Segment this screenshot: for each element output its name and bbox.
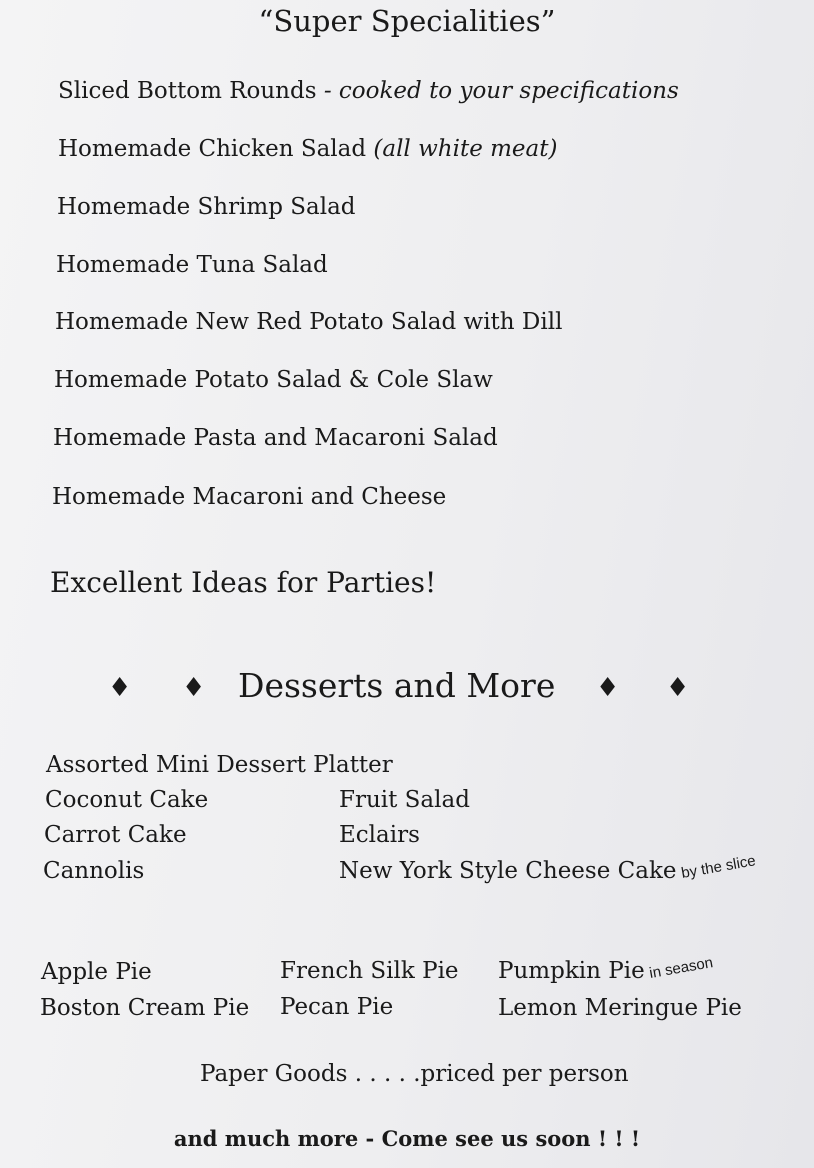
speciality-name: Homemade Potato Salad & Cole Slaw (54, 367, 493, 393)
pie-item: Lemon Meringue Pie (498, 995, 742, 1021)
pumpkin-note: in season (647, 954, 714, 982)
speciality-name: Homemade Tuna Salad (56, 252, 328, 278)
dessert-item (339, 852, 758, 884)
parties-line: Excellent Ideas for Parties! (50, 566, 437, 599)
speciality-name: Homemade Chicken Salad (58, 136, 367, 162)
dessert-platter: Assorted Mini Dessert Platter (46, 752, 393, 778)
diamond-icon: ♦ (182, 673, 206, 703)
speciality-item (55, 309, 562, 335)
cheesecake-note: by the slice (679, 852, 757, 882)
speciality-name: Sliced Bottom Rounds (58, 78, 317, 104)
paper-goods-price: priced per person (420, 1061, 629, 1087)
diamond-icon: ♦ (666, 673, 690, 703)
diamond-icon: ♦ (596, 673, 620, 703)
speciality-note: - cooked to your specifications (323, 78, 679, 104)
speciality-name: Homemade Shrimp Salad (57, 194, 356, 220)
speciality-item (52, 484, 446, 510)
pie-item (498, 954, 715, 984)
dessert-item: Coconut Cake (45, 787, 209, 813)
paper-goods-dots: . . . . . (354, 1061, 421, 1087)
speciality-item (53, 425, 498, 451)
diamond-icon: ♦ (108, 673, 132, 703)
paper-goods-label: Paper Goods (200, 1061, 348, 1087)
pumpkin-pie-label: Pumpkin Pie (498, 958, 645, 984)
speciality-item (56, 252, 328, 278)
speciality-name: Homemade Macaroni and Cheese (52, 484, 447, 510)
pie-item: Boston Cream Pie (40, 995, 250, 1021)
dessert-item: Fruit Salad (339, 787, 470, 813)
dessert-item: Cannolis (43, 858, 145, 884)
speciality-name: Homemade New Red Potato Salad with Dill (55, 309, 563, 335)
pie-item: French Silk Pie (280, 958, 459, 984)
cheesecake-label: New York Style Cheese Cake (339, 858, 677, 884)
speciality-name: Homemade Pasta and Macaroni Salad (53, 425, 498, 451)
speciality-item (58, 78, 679, 104)
desserts-heading: Desserts and More (238, 666, 556, 705)
pie-item: Pecan Pie (280, 994, 394, 1020)
speciality-item (58, 136, 557, 162)
speciality-item (57, 194, 356, 220)
paper-goods-line (200, 1061, 629, 1087)
page-title: “Super Specialities” (258, 4, 556, 38)
speciality-item (54, 367, 493, 393)
footer-text: and much more - Come see us soon ! ! ! (173, 1126, 641, 1151)
dessert-item: Eclairs (339, 822, 420, 848)
pie-item: Apple Pie (41, 959, 152, 985)
dessert-item: Carrot Cake (44, 822, 187, 848)
speciality-note: (all white meat) (373, 136, 558, 162)
